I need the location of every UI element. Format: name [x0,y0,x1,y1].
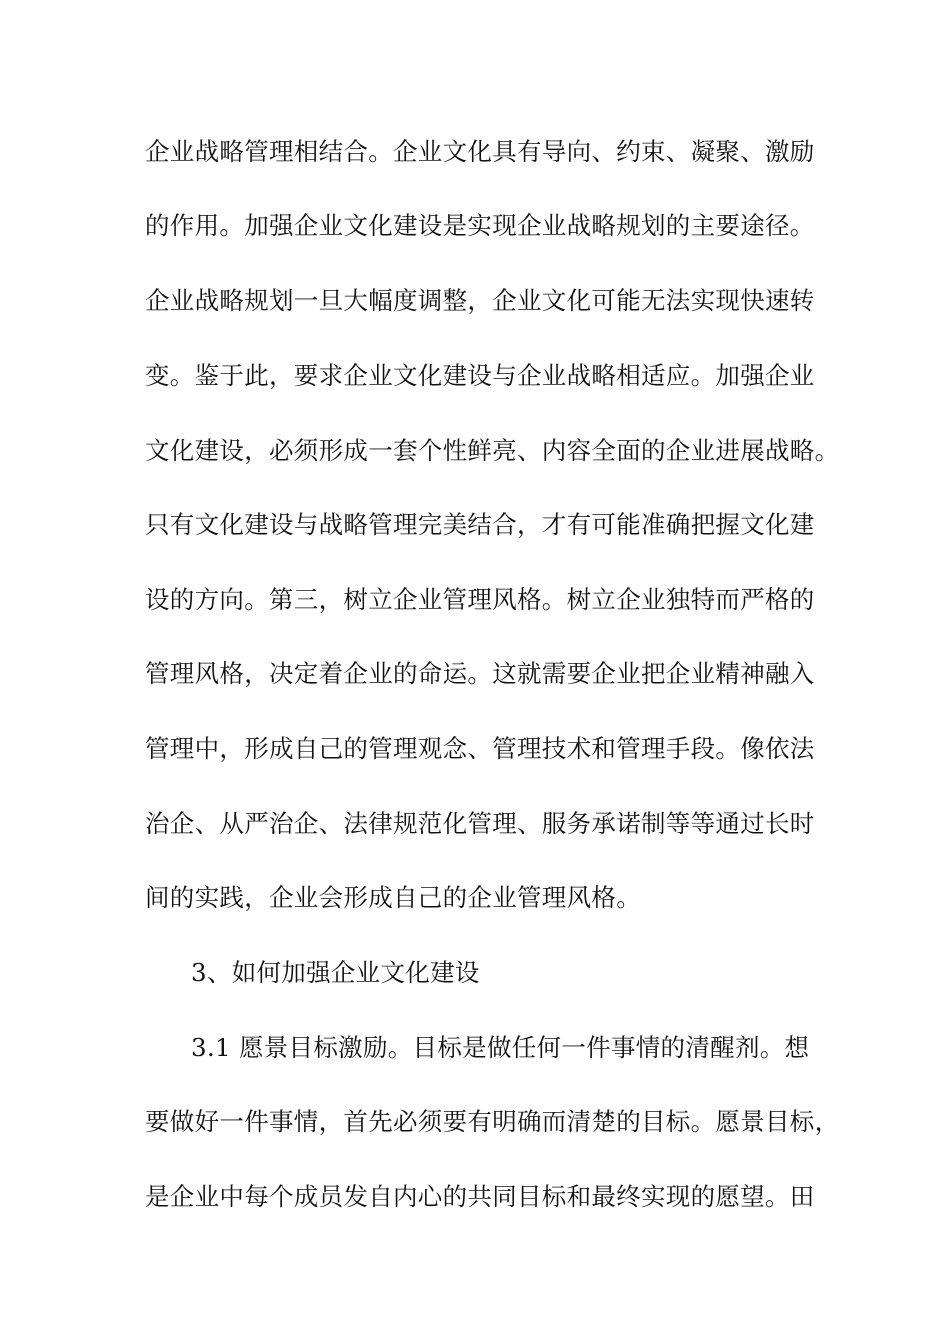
text-line-8: 管理风格，决定着企业的命运。这就需要企业把企业精神融入 [145,659,815,688]
text-line-5: 文化建设，必须形成一套个性鲜亮、内容全面的企业进展战略。 [145,436,840,465]
text-line-14: 要做好一件事情，首先必须要有明确而清楚的目标。愿景目标， [145,1107,840,1136]
text-line-11: 间的实践，企业会形成自己的企业管理风格。 [145,883,641,912]
subsection-first-line: 3.1 愿景目标激励。目标是做任何一件事情的清醒剂。想 [191,1033,810,1062]
text-line-15: 是企业中每个成员发自内心的共同目标和最终实现的愿望。田 [145,1182,815,1211]
text-line-1: 企业战略管理相结合。企业文化具有导向、约束、凝聚、激励 [145,137,815,166]
text-line-4: 变。鉴于此，要求企业文化建设与企业战略相适应。加强企业 [145,361,815,390]
text-line-9: 管理中，形成自己的管理观念、管理技术和管理手段。像依法 [145,734,815,763]
text-line-7: 设的方向。第三，树立企业管理风格。树立企业独特而严格的 [145,585,815,614]
section-heading: 3、如何加强企业文化建设 [191,958,480,987]
text-line-10: 治企、从严治企、法律规范化管理、服务承诺制等等通过长时 [145,809,815,838]
text-line-6: 只有文化建设与战略管理完美结合，才有可能准确把握文化建 [145,510,815,539]
text-line-2: 的作用。加强企业文化建设是实现企业战略规划的主要途径。 [145,211,815,240]
text-line-3: 企业战略规划一旦大幅度调整，企业文化可能无法实现快速转 [145,286,815,315]
